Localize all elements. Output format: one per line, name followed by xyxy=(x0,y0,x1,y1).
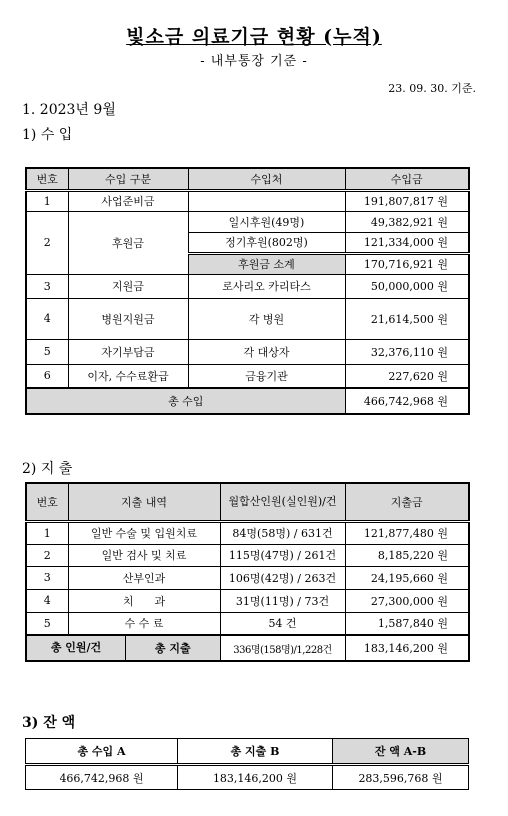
income-category: 지원금 xyxy=(68,274,188,298)
income-amount: 49,382,921 원 xyxy=(345,211,469,232)
expense-amount: 8,185,220 원 xyxy=(345,544,469,566)
income-category: 자기부담금 xyxy=(68,339,188,364)
income-source: 일시후원(49명) xyxy=(188,211,345,232)
income-amount: 32,376,110 원 xyxy=(345,339,469,364)
income-source: 각 병원 xyxy=(188,298,345,339)
table-row xyxy=(26,566,469,589)
income-source: 정기후원(802명) xyxy=(188,232,345,253)
expense-amount: 24,195,660 원 xyxy=(345,566,469,589)
expense-header-amount: 지출금 xyxy=(345,483,469,521)
expense-count: 84명(58명) / 631건 xyxy=(220,521,345,544)
expense-amount: 121,877,480 원 xyxy=(345,521,469,544)
balance-income-value: 466,742,968 원 xyxy=(26,765,178,790)
balance-balance-value: 283,596,768 원 xyxy=(333,765,469,790)
income-no: 3 xyxy=(26,274,68,298)
income-heading: 1) 수 입 xyxy=(22,127,73,143)
income-source: 금융기관 xyxy=(188,364,345,388)
income-subtotal-label: 후원금 소계 xyxy=(188,253,345,274)
expense-amount: 27,300,000 원 xyxy=(345,589,469,612)
expense-table xyxy=(25,482,470,662)
income-header-amount: 수입금 xyxy=(345,168,469,190)
expense-total-label: 총 지출 xyxy=(154,642,191,655)
income-header-category: 수입 구분 xyxy=(68,168,188,190)
expense-count: 31명(11명) / 73건 xyxy=(220,589,345,612)
expense-item: 일반 수술 및 입원치료 xyxy=(68,521,220,544)
table-row xyxy=(26,765,469,790)
expense-amount: 1,587,840 원 xyxy=(345,612,469,635)
income-subtotal-amount: 170,716,921 원 xyxy=(345,253,469,274)
expense-item: 치 과 xyxy=(68,589,220,612)
expense-no: 2 xyxy=(26,544,68,566)
balance-header-income: 총 수입 A xyxy=(26,739,178,765)
income-amount: 50,000,000 원 xyxy=(345,274,469,298)
expense-no: 1 xyxy=(26,521,68,544)
page-subtitle: - 내부통장 기준 - xyxy=(200,54,308,69)
expense-item: 수 수 료 xyxy=(68,612,220,635)
expense-total-amount: 183,146,200 원 xyxy=(345,635,469,661)
expense-total-label-cell xyxy=(26,635,220,661)
table-row xyxy=(26,339,469,364)
expense-total-row xyxy=(26,635,469,661)
income-header-source: 수입처 xyxy=(188,168,345,190)
income-source: 로사리오 카리타스 xyxy=(188,274,345,298)
income-category: 후원금 xyxy=(68,211,188,274)
income-total-row xyxy=(26,388,469,414)
expense-no: 4 xyxy=(26,589,68,612)
expense-header-count: 월합산인원(실인원)/건 xyxy=(220,483,345,521)
expense-count: 106명(42명) / 263건 xyxy=(220,566,345,589)
income-amount: 227,620 원 xyxy=(345,364,469,388)
period-heading: 1. 2023년 9월 xyxy=(22,102,116,118)
income-source: 각 대상자 xyxy=(188,339,345,364)
expense-item: 일반 검사 및 치료 xyxy=(68,544,220,566)
table-row xyxy=(26,274,469,298)
income-no: 6 xyxy=(26,364,68,388)
expense-count: 54 건 xyxy=(220,612,345,635)
base-date: 23. 09. 30. 기준. xyxy=(388,82,476,95)
income-no: 2 xyxy=(26,211,68,274)
income-category: 병원지원금 xyxy=(68,298,188,339)
table-row xyxy=(26,612,469,635)
expense-no: 3 xyxy=(26,566,68,589)
income-amount: 191,807,817 원 xyxy=(345,190,469,211)
balance-heading: 3) 잔 액 xyxy=(22,715,76,731)
table-row xyxy=(26,298,469,339)
income-table xyxy=(25,167,470,415)
expense-item: 산부인과 xyxy=(68,566,220,589)
table-row xyxy=(26,190,469,211)
expense-no: 5 xyxy=(26,612,68,635)
income-amount: 21,614,500 원 xyxy=(345,298,469,339)
income-no: 4 xyxy=(26,298,68,339)
table-row xyxy=(26,544,469,566)
income-amount: 121,334,000 원 xyxy=(345,232,469,253)
income-category: 사업준비금 xyxy=(68,190,188,211)
table-row xyxy=(26,521,469,544)
expense-header-no: 번호 xyxy=(26,483,68,521)
income-category: 이자, 수수료환급 xyxy=(68,364,188,388)
table-row xyxy=(26,364,469,388)
table-row xyxy=(26,211,469,232)
expense-total-people-label: 총 인원/건 xyxy=(27,636,126,660)
balance-header-expense: 총 지출 B xyxy=(178,739,333,765)
expense-total-count: 336명(158명)/1,228건 xyxy=(220,635,345,661)
expense-heading: 2) 지 출 xyxy=(22,461,73,477)
table-row xyxy=(26,589,469,612)
income-source xyxy=(188,190,345,211)
expense-count: 115명(47명) / 261건 xyxy=(220,544,345,566)
expense-header-item: 지출 내역 xyxy=(68,483,220,521)
balance-header-balance: 잔 액 A-B xyxy=(333,739,469,765)
income-total-amount: 466,742,968 원 xyxy=(345,388,469,414)
page-title: 빛소금 의료기금 현황 (누적) xyxy=(126,26,382,48)
income-no: 5 xyxy=(26,339,68,364)
balance-expense-value: 183,146,200 원 xyxy=(178,765,333,790)
income-total-label: 총 수입 xyxy=(26,388,345,414)
income-header-no: 번호 xyxy=(26,168,68,190)
balance-table xyxy=(25,738,469,790)
income-no: 1 xyxy=(26,190,68,211)
